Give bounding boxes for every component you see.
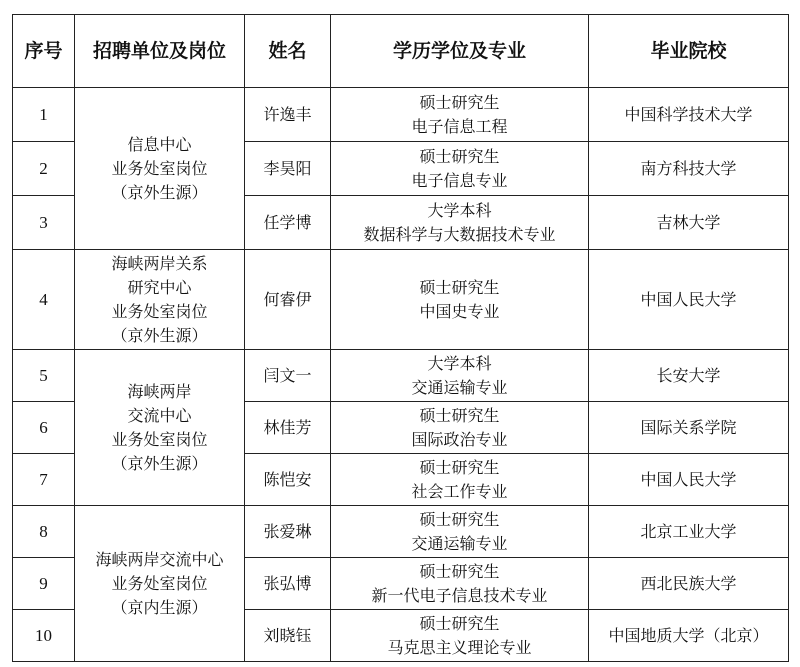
row-number: 9: [13, 558, 75, 610]
degree-cell: 硕士研究生 马克思主义理论专业: [331, 610, 589, 662]
header-degree: 学历学位及专业: [331, 15, 589, 88]
school-cell: 长安大学: [589, 350, 789, 402]
degree-cell: 大学本科 交通运输专业: [331, 350, 589, 402]
degree-cell: 硕士研究生 社会工作专业: [331, 454, 589, 506]
school-cell: 吉林大学: [589, 196, 789, 250]
degree-cell: 硕士研究生 中国史专业: [331, 250, 589, 350]
person-name: 陈恺安: [245, 454, 331, 506]
person-name: 张弘博: [245, 558, 331, 610]
person-name: 林佳芳: [245, 402, 331, 454]
row-number: 10: [13, 610, 75, 662]
unit-cell: 海峡两岸 交流中心 业务处室岗位 （京外生源）: [75, 350, 245, 506]
school-cell: 中国地质大学（北京）: [589, 610, 789, 662]
table-row: [13, 350, 789, 402]
unit-cell: 海峡两岸关系 研究中心 业务处室岗位 （京外生源）: [75, 250, 245, 350]
row-number: 1: [13, 88, 75, 142]
row-number: 5: [13, 350, 75, 402]
degree-cell: 硕士研究生 电子信息专业: [331, 142, 589, 196]
row-number: 7: [13, 454, 75, 506]
school-cell: 中国人民大学: [589, 454, 789, 506]
person-name: 李昊阳: [245, 142, 331, 196]
row-number: 2: [13, 142, 75, 196]
degree-cell: 硕士研究生 国际政治专业: [331, 402, 589, 454]
recruitment-table: [12, 14, 789, 662]
degree-cell: 硕士研究生 电子信息工程: [331, 88, 589, 142]
school-cell: 中国科学技术大学: [589, 88, 789, 142]
table-row: [13, 88, 789, 142]
person-name: 刘晓钰: [245, 610, 331, 662]
person-name: 张爱琳: [245, 506, 331, 558]
row-number: 6: [13, 402, 75, 454]
school-cell: 南方科技大学: [589, 142, 789, 196]
header-unit: 招聘单位及岗位: [75, 15, 245, 88]
row-number: 4: [13, 250, 75, 350]
row-number: 8: [13, 506, 75, 558]
person-name: 许逸丰: [245, 88, 331, 142]
degree-cell: 硕士研究生 交通运输专业: [331, 506, 589, 558]
school-cell: 国际关系学院: [589, 402, 789, 454]
table-row: [13, 506, 789, 558]
school-cell: 西北民族大学: [589, 558, 789, 610]
person-name: 任学博: [245, 196, 331, 250]
degree-cell: 大学本科 数据科学与大数据技术专业: [331, 196, 589, 250]
unit-cell: 海峡两岸交流中心 业务处室岗位 （京内生源）: [75, 506, 245, 662]
header-row: [13, 15, 789, 88]
school-cell: 中国人民大学: [589, 250, 789, 350]
person-name: 闫文一: [245, 350, 331, 402]
table-row: [13, 250, 789, 350]
unit-cell: 信息中心 业务处室岗位 （京外生源）: [75, 88, 245, 250]
header-name: 姓名: [245, 15, 331, 88]
degree-cell: 硕士研究生 新一代电子信息技术专业: [331, 558, 589, 610]
header-school: 毕业院校: [589, 15, 789, 88]
row-number: 3: [13, 196, 75, 250]
school-cell: 北京工业大学: [589, 506, 789, 558]
header-no: 序号: [13, 15, 75, 88]
person-name: 何睿伊: [245, 250, 331, 350]
